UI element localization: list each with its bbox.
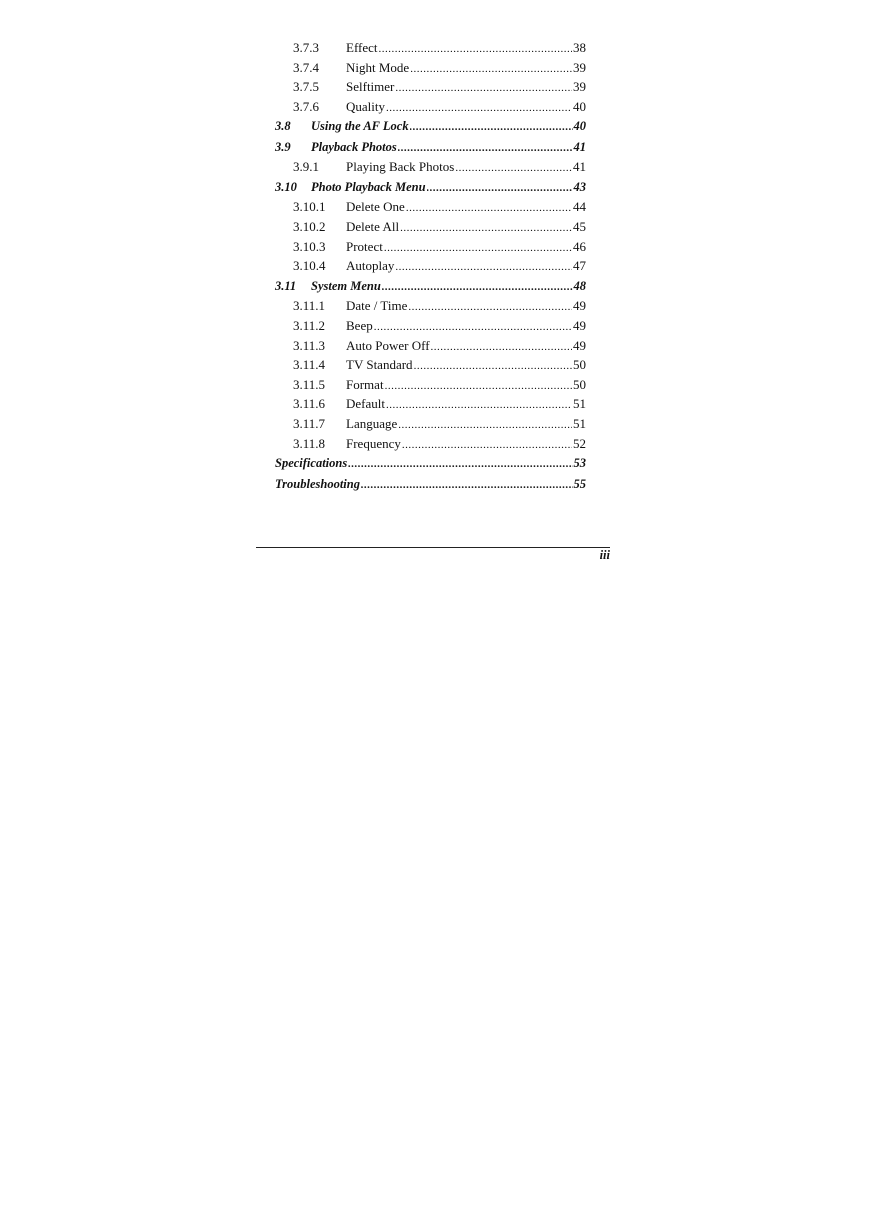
toc-entry-title: Format [346,376,384,392]
toc-entry[interactable] [275,59,586,79]
toc-entry-page: 52 [573,435,586,451]
toc-entry-number: 3.10.2 [293,219,326,235]
toc-entry-number: 3.7.6 [293,98,319,114]
toc-entry-page: 50 [573,357,586,373]
toc-entry-page: 40 [573,98,586,114]
toc-entry-title: Autoplay [346,258,395,274]
toc-entry[interactable] [275,78,586,98]
toc-entry-page: 55 [573,476,586,491]
dot-leader [379,40,572,59]
toc-entry[interactable] [275,376,586,396]
toc-entry-page: 44 [573,199,586,215]
dot-leader [414,357,572,376]
toc-entry-title: Troubleshooting [275,476,360,491]
toc-entry[interactable] [275,317,586,337]
toc-entry-page: 49 [573,317,586,333]
toc-entry-number: 3.11.7 [293,415,326,431]
toc-entry[interactable] [275,257,586,277]
toc-entry-page: 45 [573,219,586,235]
toc-entry-number: 3.10.4 [293,258,326,274]
toc-entry-title: Delete All [346,219,400,235]
dot-leader [361,476,573,496]
toc-entry[interactable] [275,39,586,59]
dot-leader [385,377,572,396]
table-of-contents [275,39,586,495]
toc-section-entry[interactable] [275,138,586,159]
toc-entry-page: 41 [573,159,586,175]
dot-leader [398,416,572,435]
toc-entry-number: 3.11.8 [293,435,326,451]
toc-entry[interactable] [275,395,586,415]
toc-entry-title: TV Standard [346,357,413,373]
toc-entry-number: 3.7.3 [293,40,319,55]
dot-leader [398,139,573,159]
toc-entry[interactable] [275,218,586,238]
toc-chapter-entry[interactable] [275,454,586,475]
toc-entry-title: Effect [346,40,378,55]
toc-entry-title: Auto Power Off [346,337,430,353]
toc-entry-page: 46 [573,238,586,254]
toc-entry[interactable] [275,337,586,357]
toc-entry-title: Photo Playback Menu [311,179,426,194]
toc-entry-title: Playing Back Photos [346,159,455,175]
toc-entry-number: 3.11 [275,278,297,293]
toc-entry-title: Language [346,415,398,431]
toc-entry-title: Protect [346,238,383,254]
toc-chapter-entry[interactable] [275,475,586,496]
toc-entry-page: 51 [573,396,586,412]
toc-entry-number: 3.11.6 [293,396,326,412]
toc-entry[interactable] [275,435,586,455]
dot-leader [431,338,572,357]
toc-section-entry[interactable] [275,277,586,298]
toc-entry-title: Quality [346,98,385,114]
dot-leader [455,159,572,178]
dot-leader [402,436,572,455]
dot-leader [384,239,572,258]
toc-entry-number: 3.11.1 [293,298,326,314]
footer-rule [256,547,610,548]
toc-entry-number: 3.10.3 [293,238,326,254]
toc-entry-title: Date / Time [346,298,408,314]
toc-entry-number: 3.7.4 [293,59,319,75]
dot-leader [408,298,572,317]
toc-entry-title: Playback Photos [311,139,397,154]
toc-entry-title: System Menu [311,278,381,293]
toc-section-entry[interactable] [275,178,586,199]
toc-entry-number: 3.11.5 [293,376,326,392]
toc-entry-page: 50 [573,376,586,392]
toc-entry-title: Specifications [275,456,348,471]
dot-leader [410,118,573,138]
toc-entry-number: 3.11.2 [293,317,326,333]
toc-entry-number: 3.9.1 [293,159,319,175]
toc-entry[interactable] [275,98,586,118]
toc-entry-title: Night Mode [346,59,410,75]
toc-entry-title: Delete One [346,199,405,215]
toc-entry-page: 39 [573,59,586,75]
dot-leader [395,79,572,98]
toc-entry-number: 3.9 [275,139,291,154]
toc-entry-number: 3.8 [275,119,291,134]
dot-leader [382,278,573,298]
toc-entry-page: 53 [573,456,586,471]
dot-leader [386,396,572,415]
toc-entry-page: 41 [573,139,586,154]
toc-entry-page: 43 [573,179,586,194]
dot-leader [400,219,572,238]
toc-entry[interactable] [275,356,586,376]
toc-entry-title: Selftimer [346,79,395,95]
toc-entry-title: Using the AF Lock [311,119,409,134]
toc-entry-number: 3.11.4 [293,357,326,373]
toc-entry-title: Frequency [346,435,401,451]
toc-entry-page: 40 [573,119,586,134]
toc-entry[interactable] [275,158,586,178]
dot-leader [427,179,573,199]
toc-entry-number: 3.11.3 [293,337,326,353]
toc-entry-page: 39 [573,79,586,95]
toc-entry-page: 51 [573,415,586,431]
toc-entry-number: 3.7.5 [293,79,319,95]
toc-entry[interactable] [275,415,586,435]
toc-entry-number: 3.10.1 [293,199,326,215]
toc-entry-page: 47 [573,258,586,274]
toc-section-entry[interactable] [275,117,586,138]
toc-entry-title: Beep [346,317,373,333]
dot-leader [395,258,572,277]
toc-entry-page: 48 [573,278,586,293]
toc-entry[interactable] [275,198,586,218]
dot-leader [406,199,572,218]
dot-leader [348,455,572,475]
toc-entry[interactable] [275,297,586,317]
toc-entry-page: 49 [573,298,586,314]
toc-entry-number: 3.10 [275,179,297,194]
dot-leader [386,99,572,118]
toc-entry[interactable] [275,238,586,258]
toc-entry-page: 49 [573,337,586,353]
toc-entry-page: 38 [573,40,586,55]
dot-leader [374,318,572,337]
dot-leader [410,60,572,79]
page-number: iii [599,548,610,562]
toc-entry-title: Default [346,396,385,412]
